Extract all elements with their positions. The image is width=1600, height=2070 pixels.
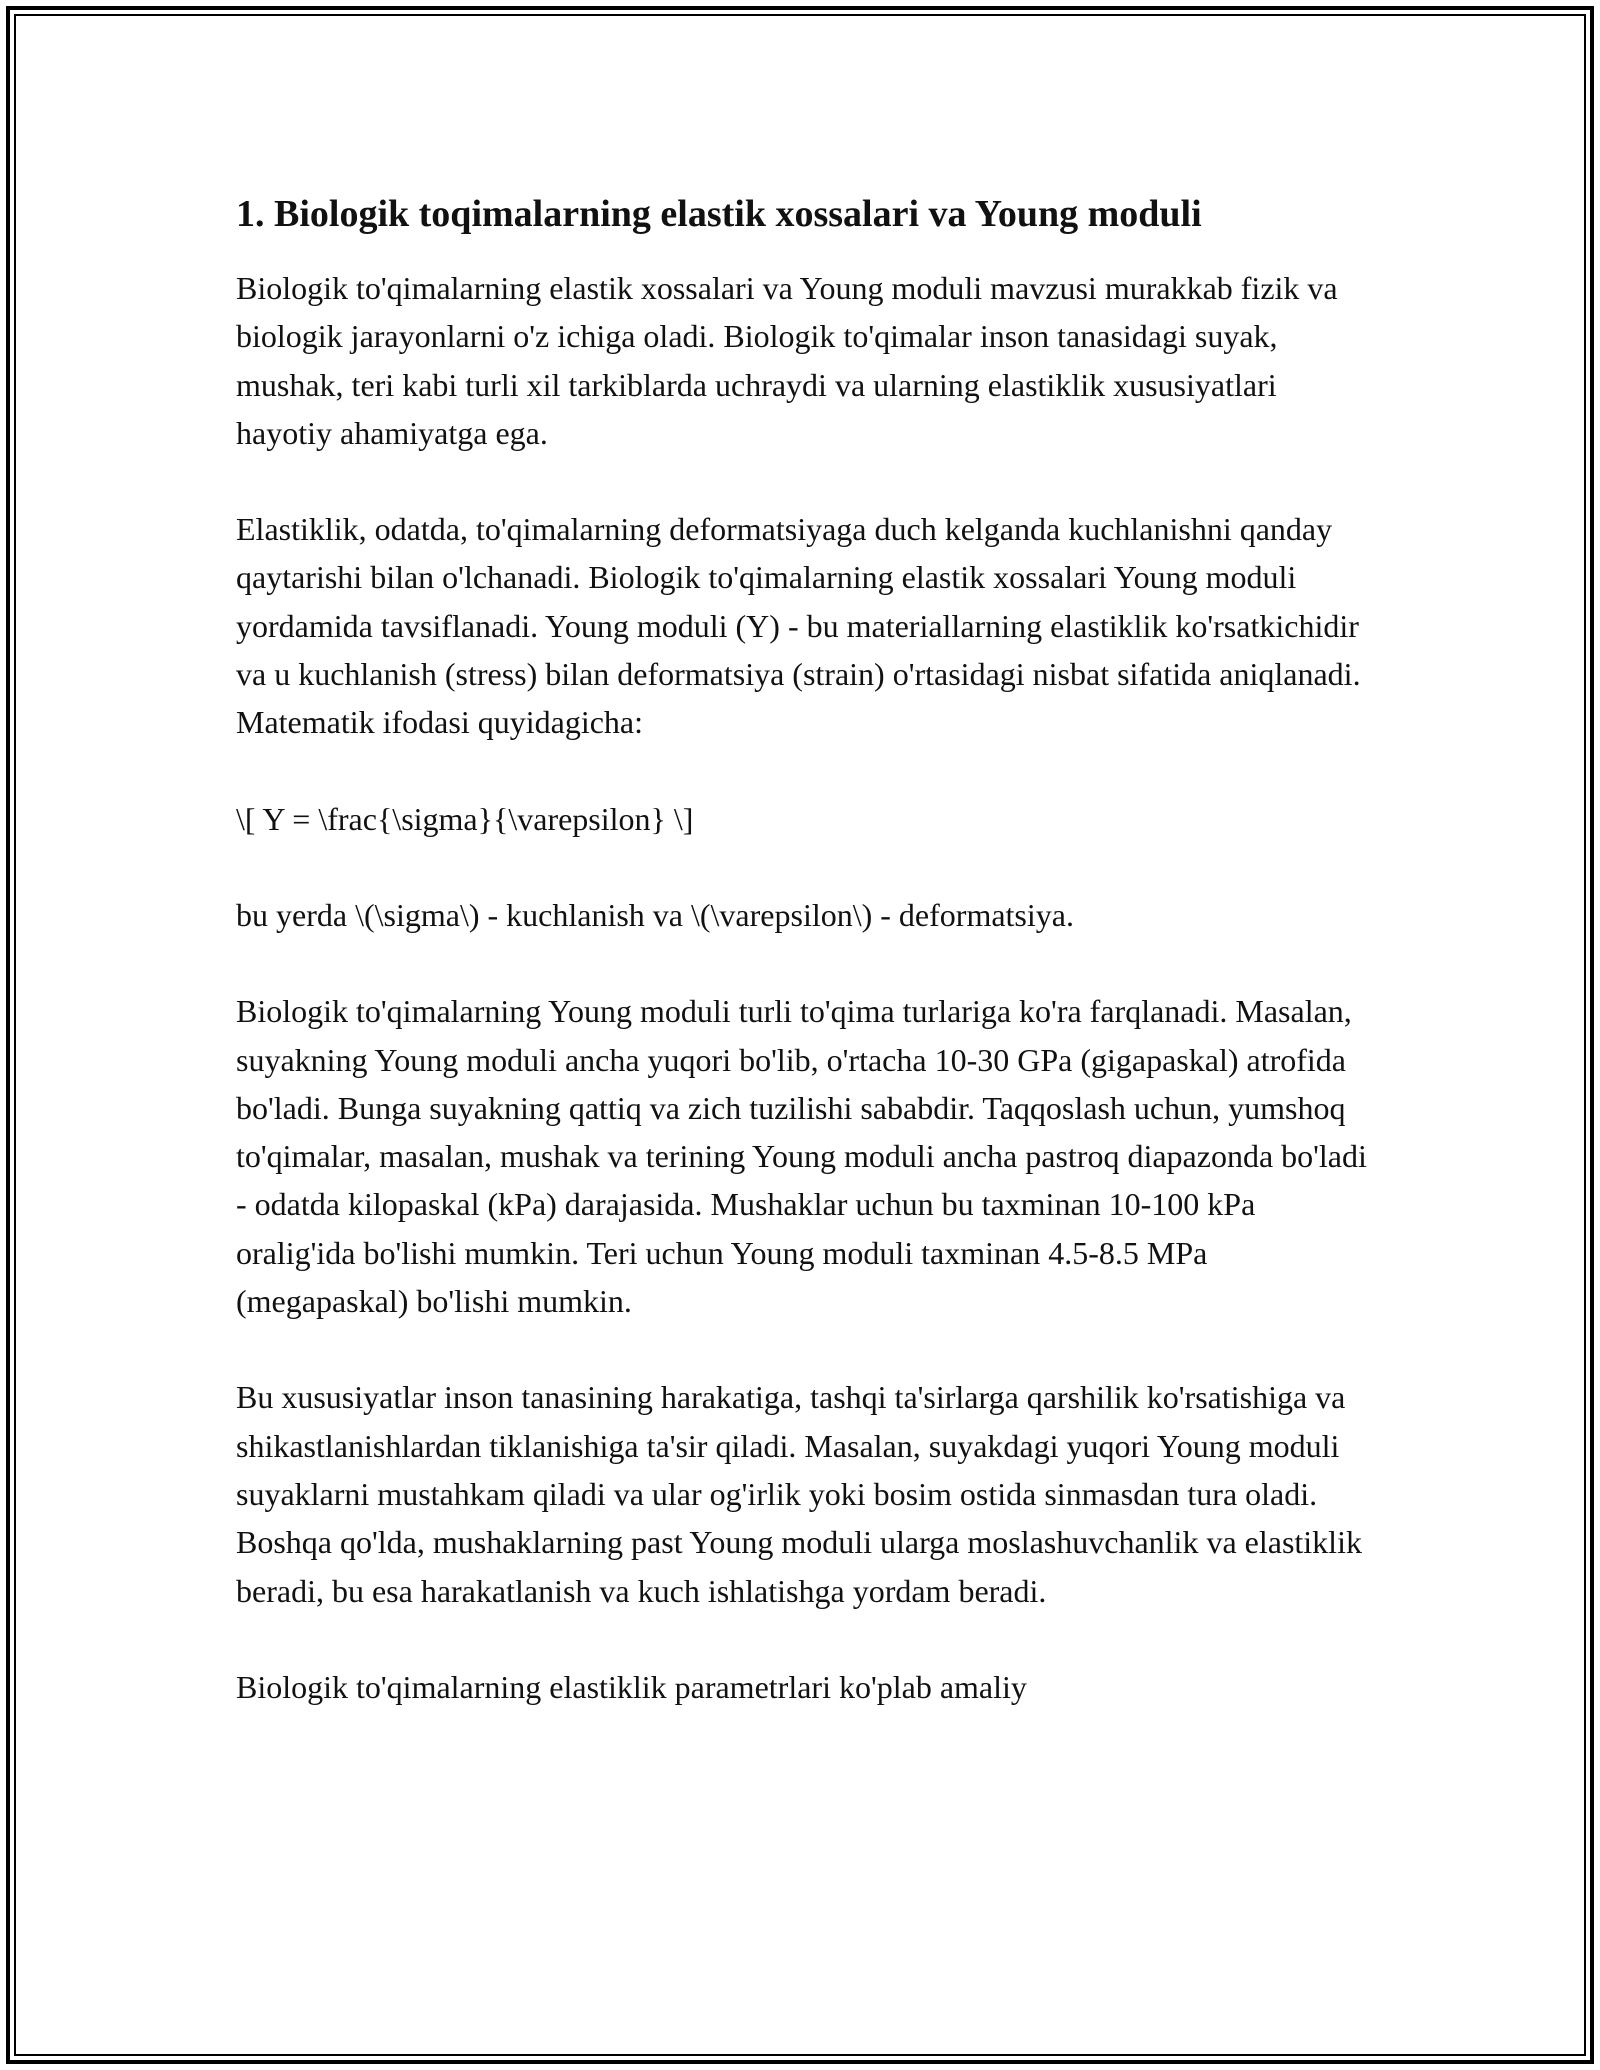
document-page [236, 186, 1376, 1759]
paragraph-tissue-moduli: Biologik to'qimalarning Young moduli turli to'qima turlariga ko'ra farqlanadi. Masalan, suyakning Young moduli ancha yuqori bo'lib, o'rtacha 10-30 GPa (gigapaskal) atrofida bo'ladi. Bunga suyakning qattiq va zich tuzilishi sababdir. Taqqoslash uchun, yumshoq to'qimalar, masalan, mushak va terining Young moduli ancha pastroq diapazonda bo'ladi - odatda kilopaskal (kPa) darajasida. Mushaklar uchun bu taxminan 10-100 kPa oralig'ida bo'lishi mumkin. Teri uchun Young moduli taxminan 4.5-8.5 MPa (megapaskal) bo'lishi mumkin. [236, 993, 1367, 1320]
paragraph-parameters: Biologik to'qimalarning elastiklik parametrlari ko'plab amaliy [236, 1668, 1027, 1705]
paragraph-properties: Bu xususiyatlar inson tanasining harakatiga, tashqi ta'sirlarga qarshilik ko'rsatishiga va shikastlanishlardan tiklanishiga ta'sir qiladi. Masalan, suyakdagi yuqori Young moduli suyaklarni mustahkam qiladi va ular og'irlik yoki bosim ostida sinmasdan tura oladi. Boshqa qo'lda, mushaklarning past Young moduli ularga moslashuvchanlik va elastiklik beradi, bu esa harakatlanish va kuch ishlatishga yordam beradi. [236, 1379, 1362, 1609]
section-heading: 1. Biologik toqimalarning elastik xossalari va Young moduli [236, 193, 1202, 235]
formula-line: \[ Y = \frac{\sigma}{\varepsilon} \] [236, 800, 694, 837]
paragraph-elasticity: Elastiklik, odatda, to'qimalarning deformatsiyaga duch kelganda kuchlanishni qanday qaytarishi bilan o'lchanadi. Biologik to'qimalarning elastik xossalari Young moduli yordamida tavsiflanadi. Young moduli (Y) - bu materiallarning elastiklik ko'rsatkichidir va u kuchlanish (stress) bilan deformatsiya (strain) o'rtasidagi nisbat sifatida aniqlanadi. Matematik ifodasi quyidagicha: [236, 511, 1361, 741]
formula-explanation: bu yerda \(\sigma\) - kuchlanish va \(\varepsilon\) - deformatsiya. [236, 896, 1074, 933]
paragraph-intro: Biologik to'qimalarning elastik xossalari va Young moduli mavzusi murakkab fizik va biologik jarayonlarni o'z ichiga oladi. Biologik to'qimalar inson tanasidagi suyak, mushak, teri kabi turli xil tarkiblarda uchraydi va ularning elastiklik xususiyatlari hayotiy ahamiyatga ega. [236, 270, 1338, 451]
